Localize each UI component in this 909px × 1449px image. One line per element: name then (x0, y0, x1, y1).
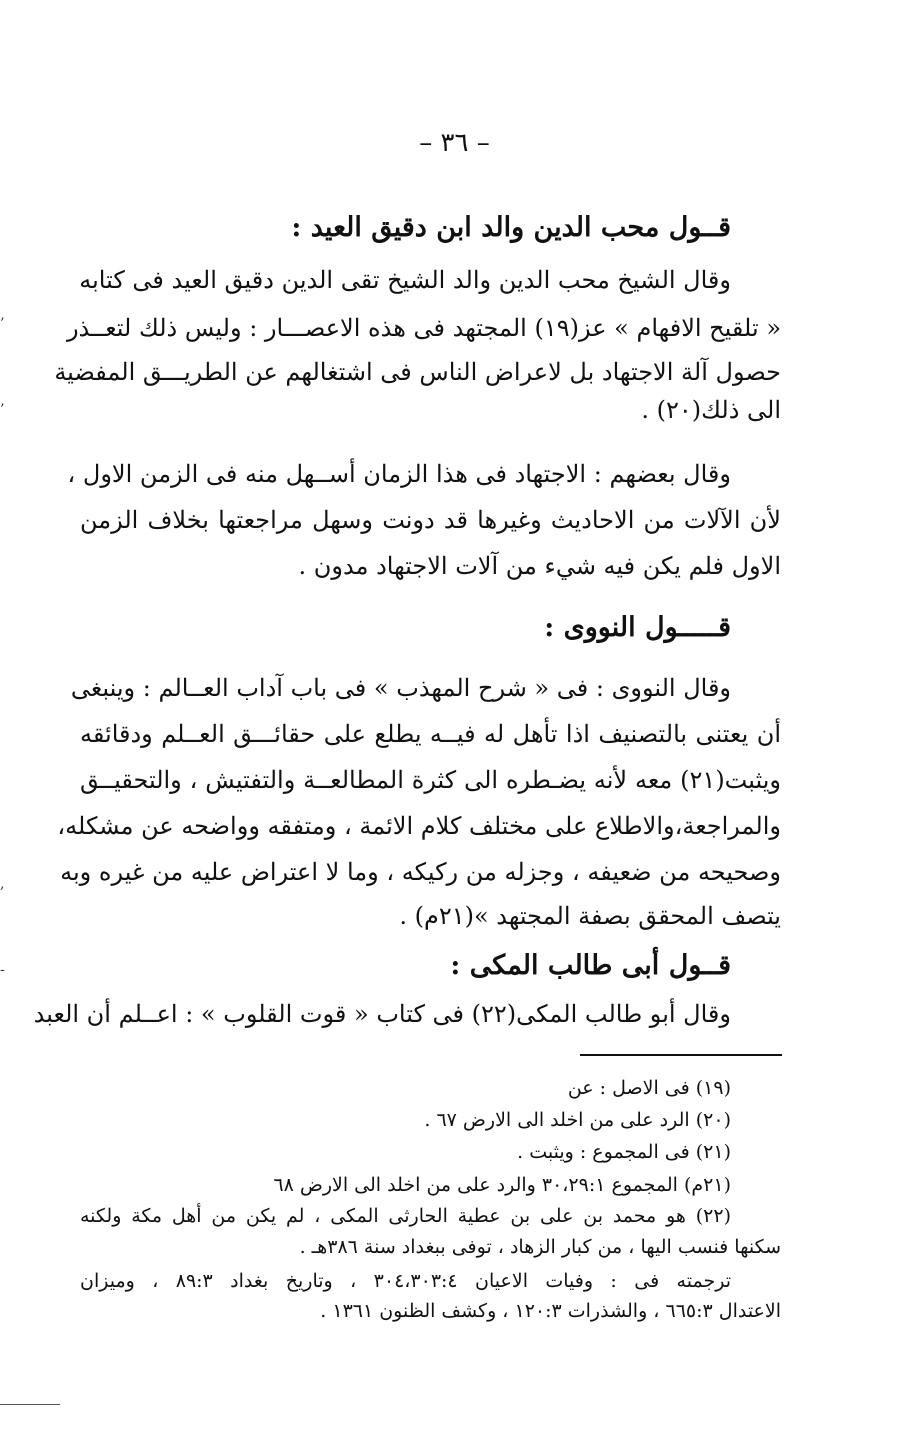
paragraph-line: أن يعتنى بالتصنيف اذا تأهل له فيــه يطلع على حقائـــق العــلم ودقائقه (80, 720, 781, 748)
footnote: (٢١) فى المجموع : ويثبت . (517, 1141, 731, 1163)
section-heading-nawawi: قـــــول النووى : (544, 612, 731, 643)
paragraph-line: حصول آلة الاجتهاد بل لاعراض الناس فى اشتغالهم عن الطريـــق المفضية (54, 358, 781, 386)
paragraph-line: وقال أبو طالب المكى(٢٢) فى كتاب « قوت القلوب » : اعــلم أن العبد (33, 1000, 731, 1028)
footnote: (١٩) فى الاصل : عن (567, 1077, 731, 1099)
footnote: (٢١م) المجموع ٣٠،٢٩:١ والرد على من اخلد الى الارض ٦٨ (273, 1174, 731, 1196)
paragraph-line: وقال النووى : فى « شرح المهذب » فى باب آداب العــالم : وينبغى (70, 674, 731, 702)
paragraph-line: وصحيحه من ضعيفه ، وجزله من ركيكه ، وما لا اعتراض عليه من غيره وبه (60, 858, 781, 886)
section-heading-abu-talib: قــول أبى طالب المكى : (450, 950, 731, 981)
paragraph-line: يتصف المحقق بصفة المجتهد »(٢١م) . (399, 902, 781, 930)
footnote: (٢٠) الرد على من اخلد الى الارض ٦٧ . (424, 1109, 731, 1131)
footnote: (٢٢) هو محمد بن على بن عطية الحارثى المكى ، لم يكن من أهل مكة ولكنه (80, 1205, 731, 1227)
paragraph-line: وقال الشيخ محب الدين والد الشيخ تقى الدين دقيق العيد فى كتابه (79, 266, 731, 294)
margin-mark: ’ (0, 316, 5, 332)
scan-edge-line (0, 1404, 60, 1405)
paragraph-line: لأن الآلات من الاحاديث وغيرها قد دونت وسهل مراجعتها بخلاف الزمن (80, 506, 781, 534)
footnote: الاعتدال ٦٦٥:٣ ، والشذرات ١٢٠:٣ ، وكشف الظنون ١٣٦١ . (320, 1300, 781, 1322)
footnote-separator (580, 1054, 782, 1056)
margin-mark: ’ (0, 402, 5, 418)
footnote: سكنها فنسب اليها ، من كبار الزهاد ، توفى ببغداد سنة ٣٨٦هـ . (299, 1236, 781, 1258)
paragraph-line: « تلقيح الافهام » عز(١٩) المجتهد فى هذه الاعصـــار : وليس ذلك لتعــذر (66, 314, 781, 342)
section-heading-muhib: قــول محب الدين والد ابن دقيق العيد : (291, 212, 731, 243)
margin-mark: , (0, 876, 5, 892)
paragraph-line: ويثبت(٢١) معه لأنه يضـطره الى كثرة المطالعــة والتفتيش ، والتحقيــق (80, 766, 781, 794)
page-number: – ٣٦ – (419, 128, 490, 158)
paragraph-line: وقال بعضهم : الاجتهاد فى هذا الزمان أســهل منه فى الزمن الاول ، (67, 460, 731, 488)
paragraph-line: والمراجعة،والاطلاع على مختلف كلام الائمة ، ومتفقه وواضحه عن مشكله، (57, 812, 781, 840)
paragraph-line: الى ذلك(٢٠) . (641, 396, 781, 424)
footnote: ترجمته فى : وفيات الاعيان ٣٠٤،٣٠٣:٤ ، وتاريخ بغداد ٨٩:٣ ، وميزان (80, 1270, 731, 1292)
margin-mark: - (0, 962, 5, 978)
paragraph-line: الاول فلم يكن فيه شيء من آلات الاجتهاد مدون . (298, 552, 781, 580)
